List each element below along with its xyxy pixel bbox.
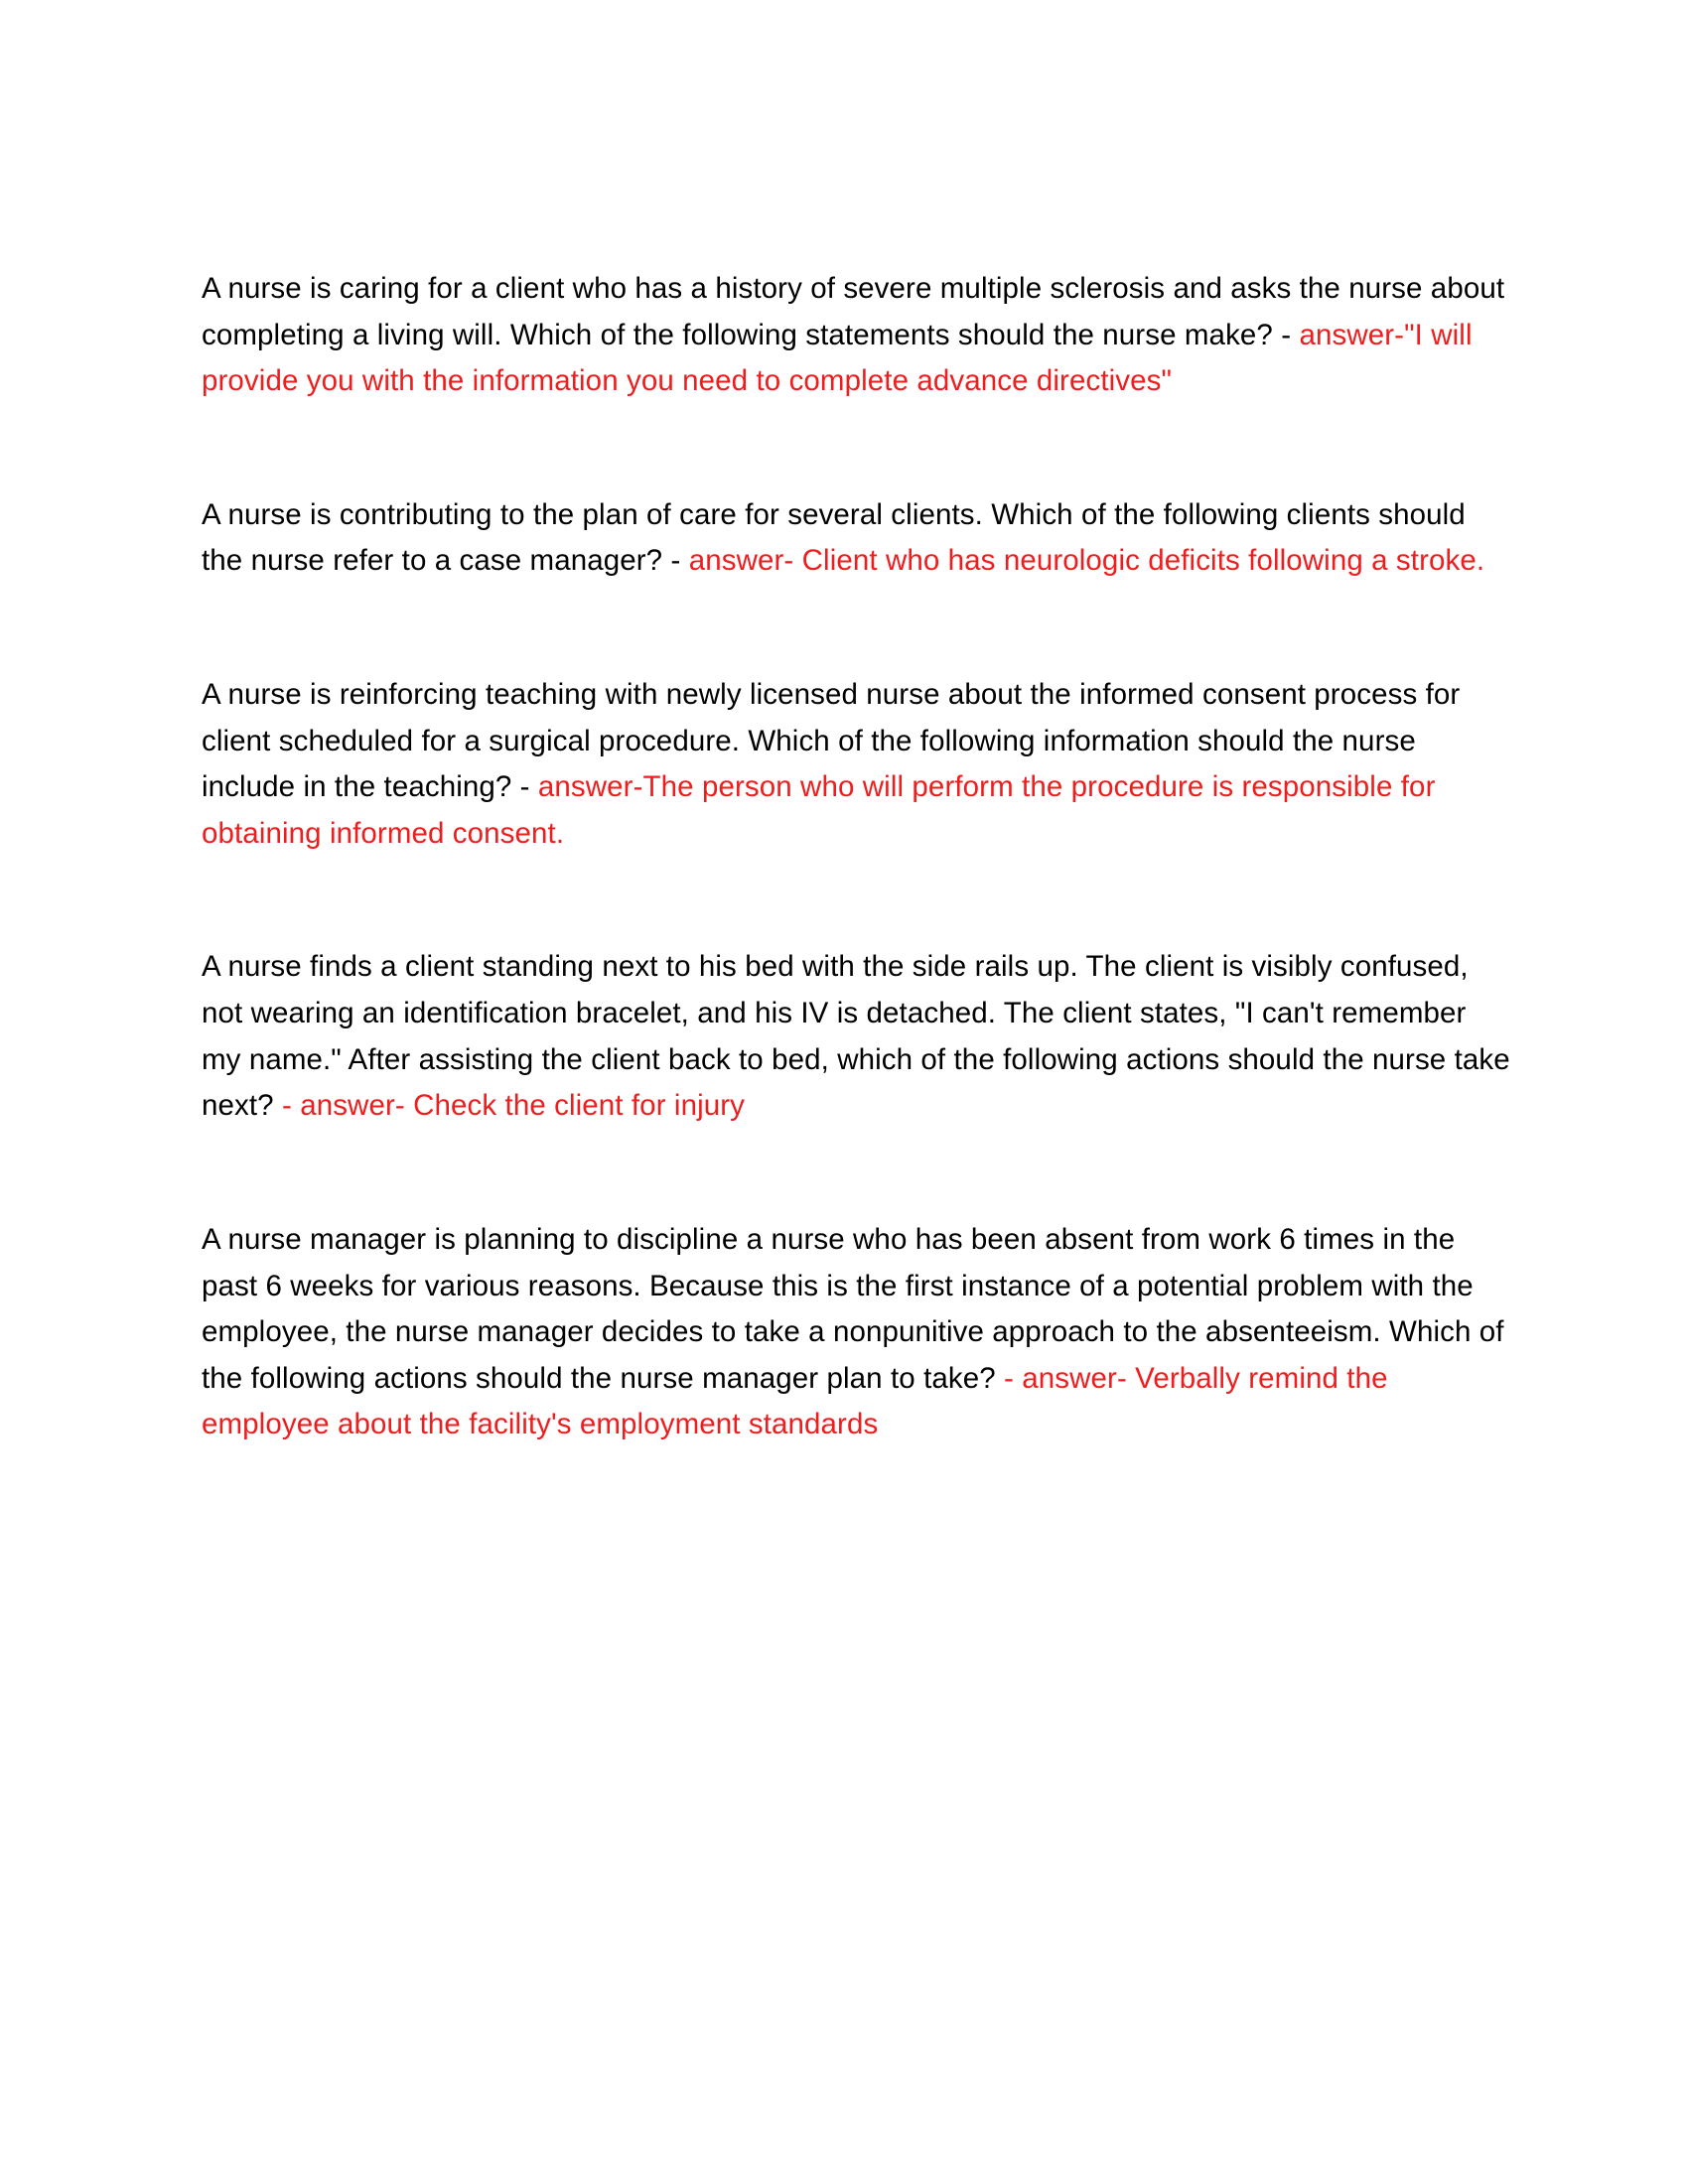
qa-item — [202, 1217, 1511, 1448]
answer-text: answer- Client who has neurologic deficits following a stroke. — [688, 544, 1485, 578]
qa-item — [202, 672, 1511, 857]
question-text: A nurse finds a client standing next to his bed with the side rails up. The client is visibly confused, not wearing an identification bracelet, and his IV is detached. The client states, "I can't remember my name." After assisting the client back to bed, which of the following actions should the nurse take next? — [202, 950, 1510, 1123]
question-text: A nurse is caring for a client who has a history of severe multiple sclerosis and asks the nurse about completing a living will. Which of the following statements should the nurse make? - — [202, 272, 1505, 351]
answer-text: answer-The person who will perform the procedure is responsible for obtaining informed consent. — [202, 770, 1436, 850]
qa-item — [202, 492, 1511, 585]
answer-text: answer-"I will provide you with the information you need to complete advance directives" — [202, 318, 1473, 398]
question-text: A nurse is reinforcing teaching with newly licensed nurse about the informed consent process for client scheduled for a surgical procedure. Which of the following information should the nurse include in the teaching? - — [202, 678, 1461, 804]
qa-item — [202, 266, 1511, 405]
answer-text: - answer- Check the client for injury — [281, 1089, 746, 1123]
qa-item — [202, 944, 1511, 1129]
question-text: A nurse is contributing to the plan of care for several clients. Which of the following clients should the nurse refer to a case manager? - — [202, 497, 1466, 578]
question-text: A nurse manager is planning to discipline a nurse who has been absent from work 6 times in the past 6 weeks for various reasons. Because this is the first instance of a potential problem with the employee, the nurse manager decides to take a nonpunitive approach to the absenteeism. Which of the following actions should the nurse manager plan to take? — [202, 1222, 1504, 1395]
answer-text: - answer- Verbally remind the employee about the facility's employment standards — [202, 1361, 1388, 1441]
